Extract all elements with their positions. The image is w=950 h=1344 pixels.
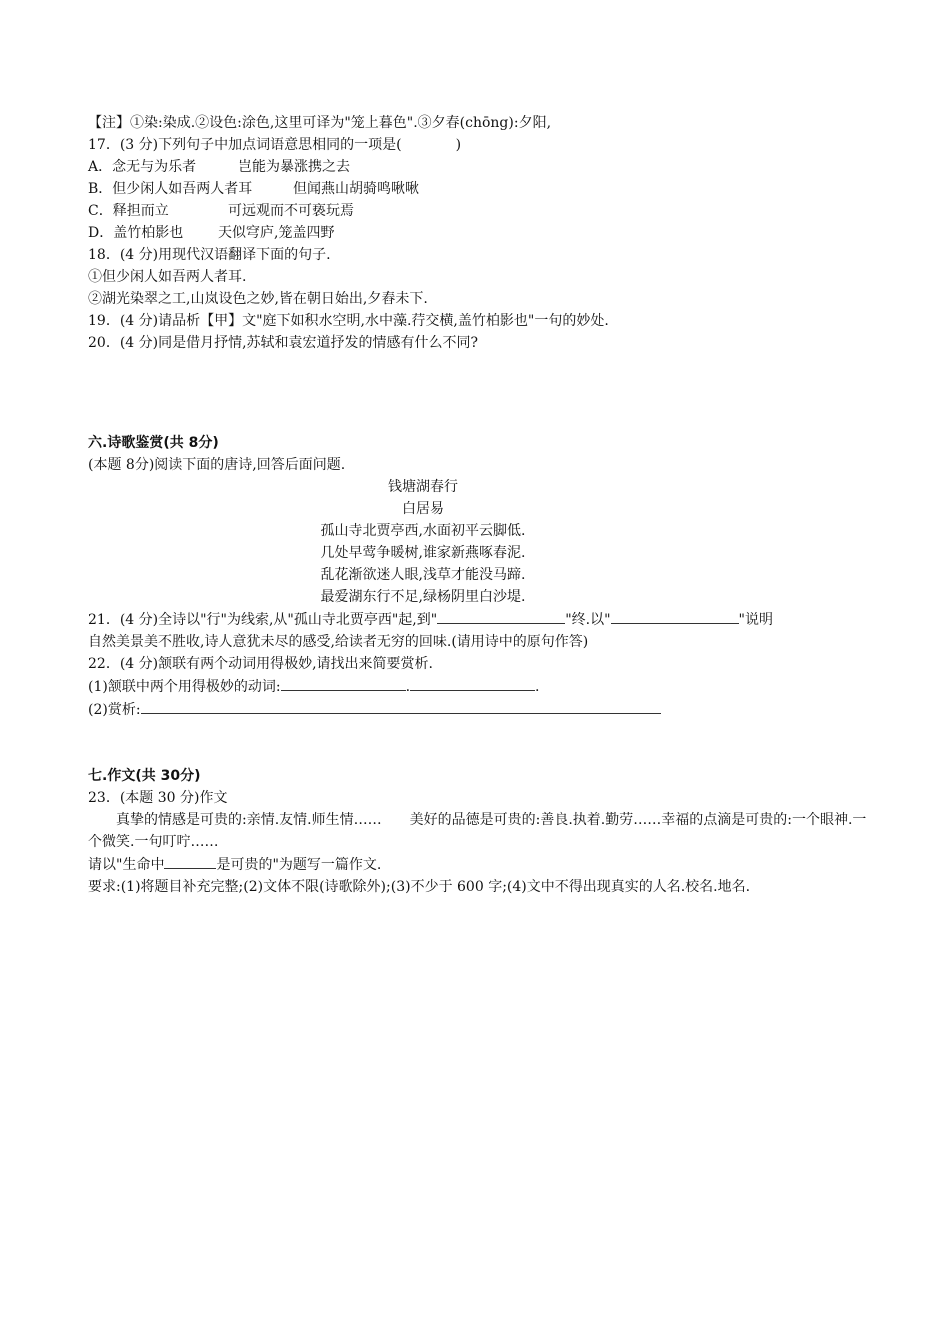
q21-text: 21．(4 分)全诗以"行"为线索,从"孤山寺北贾亭西"起,到" bbox=[88, 612, 438, 628]
question-17 bbox=[88, 134, 878, 156]
q18-sentence-2: ②湖光染翠之工,山岚设色之妙,皆在朝日始出,夕舂未下. bbox=[88, 291, 428, 307]
question-22: 22．(4 分)颔联有两个动词用得极妙,请找出来简要赏析. bbox=[88, 656, 433, 672]
question-19: 19．(4 分)请品析【甲】文"庭下如积水空明,水中藻.荇交横,盖竹柏影也"一句的妙处. bbox=[88, 313, 609, 329]
q21-text-end: "说明 bbox=[738, 612, 773, 628]
answer-space bbox=[88, 354, 878, 414]
question-20: 20．(4 分)同是借月抒情,苏轼和袁宏道抒发的情感有什么不同? bbox=[88, 335, 479, 351]
option-right: 可远观而不可亵玩焉 bbox=[228, 203, 354, 219]
q17-option-c bbox=[88, 200, 878, 222]
q21-text-mid: "终.以" bbox=[565, 612, 611, 628]
q21-blank-1[interactable] bbox=[437, 608, 565, 624]
q22-verb-blank-2[interactable] bbox=[410, 675, 535, 691]
option-right: 天似穹庐,笼盖四野 bbox=[218, 225, 335, 241]
q22-2-text: (2)赏析: bbox=[88, 702, 141, 718]
annotation-note: 【注】①染:染成.②设色:涂色,这里可译为"笼上暮色".③夕春(chōng):夕阳, bbox=[88, 115, 552, 131]
essay-prompt: 真挚的情感是可贵的:亲情.友情.师生情…… 美好的品德是可贵的:善良.执着.勤劳……幸福的点滴是可贵的:一个眼神.一个微笑.一句叮咛…… bbox=[88, 812, 867, 850]
option-right: 但闻燕山胡骑鸣啾啾 bbox=[293, 181, 419, 197]
q18-sentence-1: ①但少闲人如吾两人者耳. bbox=[88, 269, 247, 285]
section-6-intro: (本题 8分)阅读下面的唐诗,回答后面问题. bbox=[88, 457, 346, 473]
question-18: 18．(4 分)用现代汉语翻译下面的句子. bbox=[88, 247, 331, 263]
q21-blank-2[interactable] bbox=[611, 608, 739, 624]
option-left: C．释担而立 bbox=[88, 203, 169, 219]
q22-1-text: (1)颔联中两个用得极妙的动词: bbox=[88, 679, 281, 695]
option-left: B．但少闲人如吾两人者耳 bbox=[88, 181, 253, 197]
q17-option-d bbox=[88, 222, 878, 244]
section-7-title: 七.作文(共 30分) bbox=[88, 768, 201, 784]
question-23: 23．(本题 30 分)作文 bbox=[88, 790, 228, 806]
q17-stem: 17．(3 分)下列句子中加点词语意思相同的一项是( bbox=[88, 137, 402, 153]
q22-verb-blank-1[interactable] bbox=[281, 675, 406, 691]
question-21-cont: 自然美景美不胜收,诗人意犹未尽的感受,给读者无穷的回味.(请用诗中的原句作答) bbox=[88, 634, 589, 650]
essay-title-blank[interactable] bbox=[164, 853, 216, 869]
q22-analysis-blank[interactable] bbox=[141, 698, 661, 714]
q22-1-end: . bbox=[535, 679, 540, 695]
q17-option-b bbox=[88, 178, 878, 200]
poem-line: 孤山寺北贾亭西,水面初平云脚低. bbox=[320, 523, 526, 539]
essay-title-a: 请以"生命中 bbox=[88, 857, 165, 873]
q22-1-sep: . bbox=[405, 679, 411, 695]
q22-part-1 bbox=[88, 675, 878, 698]
poem-line: 最爱湖东行不足,绿杨阴里白沙堤. bbox=[320, 589, 526, 605]
poem-title: 钱塘湖春行 bbox=[388, 479, 458, 495]
question-21 bbox=[88, 608, 878, 631]
option-left: D．盖竹柏影也 bbox=[88, 225, 184, 241]
essay-title-instruction bbox=[88, 853, 878, 876]
option-left: A．念无与为乐者 bbox=[88, 159, 197, 175]
section-6-title: 六.诗歌鉴赏(共 8分) bbox=[88, 435, 219, 451]
poem-line: 几处早莺争暖树,谁家新燕啄春泥. bbox=[320, 545, 526, 561]
section-spacer bbox=[88, 721, 878, 765]
option-right: 岂能为暴涨携之去 bbox=[238, 159, 350, 175]
poem-line: 乱花渐欲迷人眼,浅草才能没马蹄. bbox=[320, 567, 526, 583]
poem-author: 白居易 bbox=[402, 501, 444, 517]
q22-part-2 bbox=[88, 698, 878, 721]
exam-page bbox=[88, 112, 878, 898]
essay-title-b: 是可贵的"为题写一篇作文. bbox=[216, 857, 382, 873]
essay-requirements: 要求:(1)将题目补充完整;(2)文体不限(诗歌除外);(3)不少于 600 字;(4)文中不得出现真实的人名.校名.地名. bbox=[88, 879, 751, 895]
q17-option-a bbox=[88, 156, 878, 178]
q17-stem-close: ) bbox=[455, 137, 462, 153]
